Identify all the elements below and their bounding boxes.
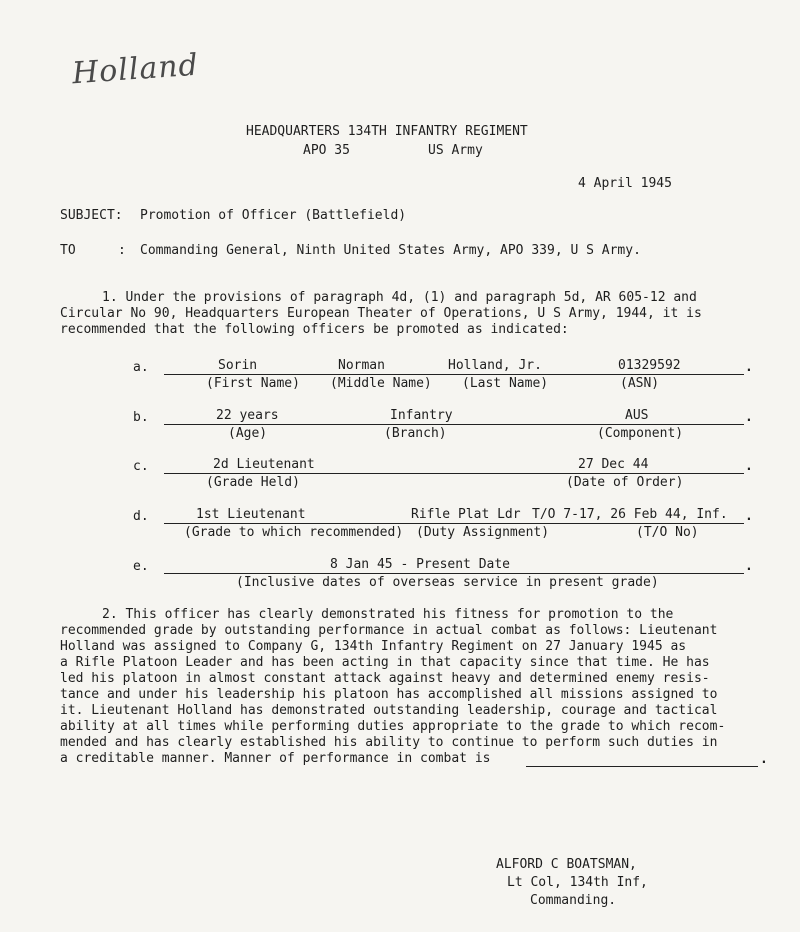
item-b-branch: Infantry — [390, 408, 453, 423]
item-d-letter: d. — [133, 509, 149, 524]
para2-line3: Holland was assigned to Company G, 134th Infantry Regiment on 27 January 1945 as — [60, 639, 687, 654]
item-b-underline — [164, 424, 744, 425]
item-b-age: 22 years — [216, 408, 279, 423]
item-c-date-label: (Date of Order) — [566, 475, 684, 490]
para2-line6: tance and under his leadership his platoon has accomplished all missions assigned to — [60, 687, 718, 702]
item-e-letter: e. — [133, 559, 149, 574]
item-d-to-number: T/O 7-17, 26 Feb 44, Inf. — [532, 507, 728, 522]
item-d-to-label: (T/O No) — [636, 525, 699, 540]
subject-text: Promotion of Officer (Battlefield) — [140, 208, 407, 223]
document-date: 4 April 1945 — [578, 176, 672, 191]
item-e-dates: 8 Jan 45 - Present Date — [330, 557, 511, 572]
para2-end-dot: . — [760, 752, 768, 767]
item-d-grade: 1st Lieutenant — [196, 507, 306, 522]
para2-line9: mended and has clearly established his ability to continue to perform such duties in — [60, 735, 718, 750]
item-b-end-dot: . — [745, 410, 753, 425]
item-e-end-dot: . — [745, 559, 753, 574]
item-b-age-label: (Age) — [228, 426, 268, 441]
item-c-date-of-order: 27 Dec 44 — [578, 457, 649, 472]
to-text: Commanding General, Ninth United States Army, APO 339, U S Army. — [140, 243, 641, 258]
para2-line4: a Rifle Platoon Leader and has been acting in that capacity since that time. He has — [60, 655, 710, 670]
signature-rank: Lt Col, 134th Inf, — [507, 875, 648, 890]
header-army: US Army — [428, 143, 483, 158]
item-d-grade-label: (Grade to which recommended) — [184, 525, 404, 540]
item-c-underline — [164, 473, 744, 474]
item-a-asn: 01329592 — [618, 358, 681, 373]
para1-line3: recommended that the following officers be promoted as indicated: — [60, 322, 569, 337]
item-a-underline — [164, 374, 744, 375]
header-line1: HEADQUARTERS 134TH INFANTRY REGIMENT — [246, 124, 528, 139]
combat-performance-blank — [526, 766, 758, 767]
para2-line10: a creditable manner. Manner of performance in combat is — [60, 751, 491, 766]
item-d-duty-label: (Duty Assignment) — [416, 525, 550, 540]
para2-line5: led his platoon in almost constant attack against heavy and determined enemy resis- — [60, 671, 710, 686]
item-d-underline — [164, 523, 744, 524]
para1-line1: 1. Under the provisions of paragraph 4d, (1) and paragraph 5d, AR 605-12 and — [102, 290, 697, 305]
signature-name: ALFORD C BOATSMAN, — [496, 857, 637, 872]
item-c-grade-label: (Grade Held) — [206, 475, 300, 490]
to-separator: : — [118, 243, 126, 258]
para2-line7: it. Lieutenant Holland has demonstrated outstanding leadership, courage and tactical — [60, 703, 718, 718]
item-b-branch-label: (Branch) — [384, 426, 447, 441]
item-c-end-dot: . — [745, 459, 753, 474]
handwritten-note: Holland — [70, 47, 200, 92]
item-a-letter: a. — [133, 360, 149, 375]
item-b-component: AUS — [625, 408, 649, 423]
item-a-last-name: Holland, Jr. — [448, 358, 542, 373]
item-b-component-label: (Component) — [597, 426, 684, 441]
item-c-letter: c. — [133, 459, 149, 474]
item-a-middle-name: Norman — [338, 358, 385, 373]
item-e-underline — [164, 573, 744, 574]
to-label: TO — [60, 243, 76, 258]
para2-line2: recommended grade by outstanding performance in actual combat as follows: Lieutenant — [60, 623, 718, 638]
header-apo: APO 35 — [303, 143, 350, 158]
para1-line2: Circular No 90, Headquarters European Theater of Operations, U S Army, 1944, it is — [60, 306, 702, 321]
item-a-last-label: (Last Name) — [462, 376, 549, 391]
item-a-first-name: Sorin — [218, 358, 258, 373]
subject-label: SUBJECT: — [60, 208, 123, 223]
item-d-duty: Rifle Plat Ldr — [411, 507, 521, 522]
para2-line8: ability at all times while performing duties appropriate to the grade to which recom- — [60, 719, 726, 734]
item-e-dates-label: (Inclusive dates of overseas service in present grade) — [236, 575, 659, 590]
para2-line1: 2. This officer has clearly demonstrated his fitness for promotion to the — [102, 607, 674, 622]
signature-role: Commanding. — [530, 893, 617, 908]
item-d-end-dot: . — [745, 509, 753, 524]
item-b-letter: b. — [133, 410, 149, 425]
item-a-end-dot: . — [745, 360, 753, 375]
item-a-asn-label: (ASN) — [620, 376, 660, 391]
item-c-grade: 2d Lieutenant — [213, 457, 315, 472]
item-a-middle-label: (Middle Name) — [330, 376, 432, 391]
item-a-first-label: (First Name) — [206, 376, 300, 391]
